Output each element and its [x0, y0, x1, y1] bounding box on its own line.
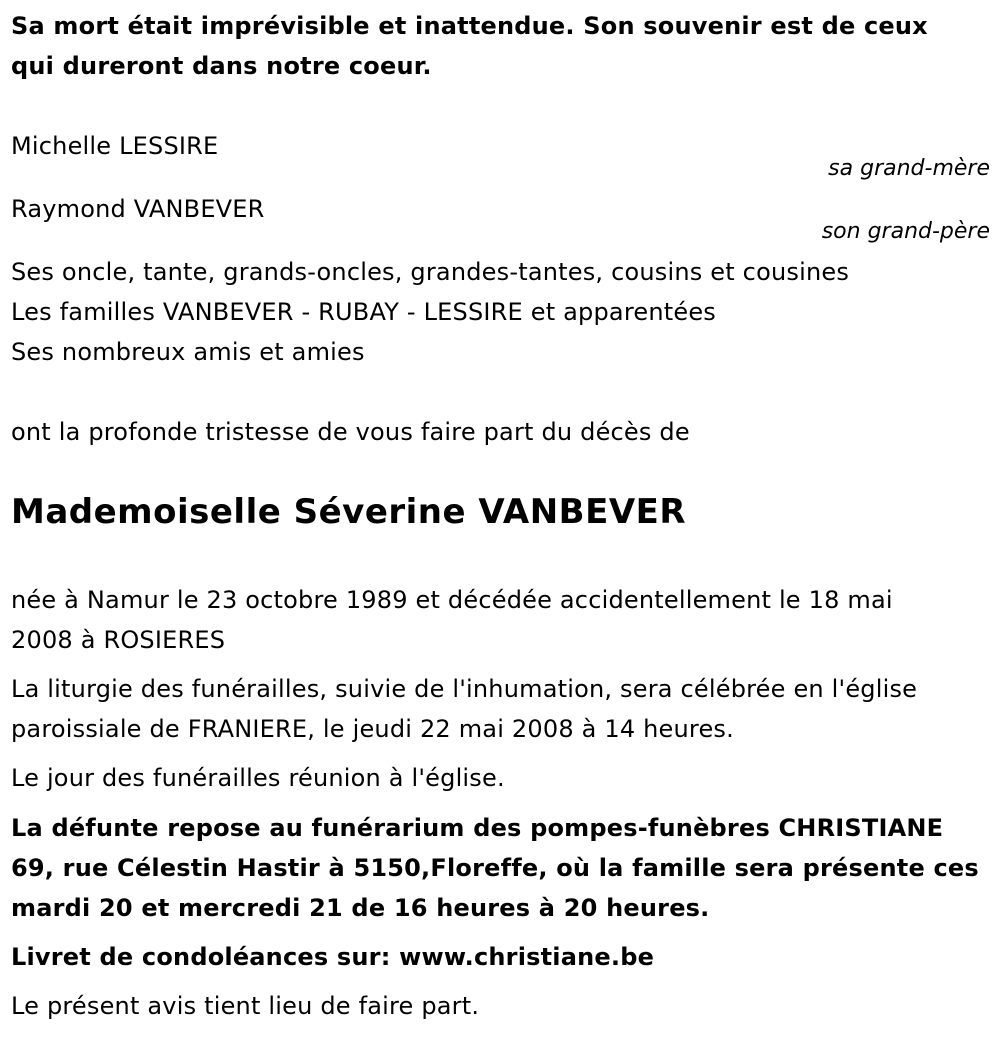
funerarium-line-2: 69, rue Célestin Hastir à 5150,Floreffe, où la famille sera présente ces	[11, 854, 979, 882]
mourner-relation-1: sa grand-mère	[828, 156, 990, 181]
funerarium-line-3: mardi 20 et mercredi 21 de 16 heures à 20 heures.	[11, 894, 710, 922]
family-list	[11, 252, 990, 372]
birth-death-text	[11, 580, 990, 660]
mourner-relation-2: son grand-père	[821, 219, 990, 244]
reunion-text: Le jour des funérailles réunion à l'église.	[11, 764, 505, 792]
deceased-name: Mademoiselle Séverine VANBEVER	[11, 492, 687, 532]
footer-text: Le présent avis tient lieu de faire part.	[11, 992, 480, 1020]
announcement-text: ont la profonde tristesse de vous faire part du décès de	[11, 418, 690, 446]
family-line-1: Ses oncle, tante, grands-oncles, grandes-tantes, cousins et cousines	[11, 258, 850, 286]
intro-quote	[11, 6, 990, 86]
birth-death-line-1: née à Namur le 23 octobre 1989 et décédée accidentellement le 18 mai	[11, 586, 893, 614]
mourner-name-1: Michelle LESSIRE	[11, 132, 219, 160]
liturgy-line-1: La liturgie des funérailles, suivie de l'inhumation, sera célébrée en l'église	[11, 675, 918, 703]
family-line-3: Ses nombreux amis et amies	[11, 338, 365, 366]
liturgy-line-2: paroissiale de FRANIERE, le jeudi 22 mai 2008 à 14 heures.	[11, 715, 734, 743]
intro-line-1: Sa mort était imprévisible et inattendue. Son souvenir est de ceux	[11, 12, 928, 40]
funerarium-text	[11, 808, 990, 928]
funerarium-line-1: La défunte repose au funérarium des pompes-funèbres CHRISTIANE	[11, 814, 944, 842]
mourner-name-2: Raymond VANBEVER	[11, 195, 265, 223]
family-line-2: Les familles VANBEVER - RUBAY - LESSIRE et apparentées	[11, 298, 716, 326]
condolences-text: Livret de condoléances sur: www.christiane.be	[11, 943, 655, 971]
liturgy-text	[11, 669, 990, 749]
intro-line-2: qui dureront dans notre coeur.	[11, 52, 432, 80]
birth-death-line-2: 2008 à ROSIERES	[11, 626, 226, 654]
